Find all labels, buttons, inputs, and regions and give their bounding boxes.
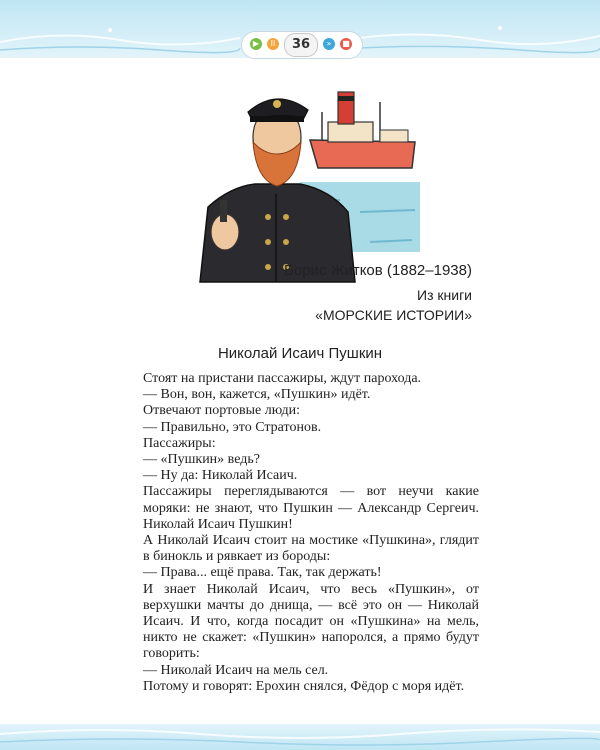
paragraph: — Права... ещё права. Так, так держать!: [143, 565, 382, 581]
author-name: Борис Житков (1882–1938): [284, 262, 472, 279]
story-title: Николай Исаич Пушкин: [217, 345, 383, 362]
story-text: [143, 371, 479, 695]
book-source-label: Из книги: [417, 287, 472, 303]
ship-icon: [310, 92, 415, 168]
paragraph: — Николай Исаич на мель сел.: [143, 662, 329, 678]
pause-icon[interactable]: II: [267, 38, 279, 50]
paragraph: Стоят на пристани пассажиры, ждут парохода.: [143, 371, 422, 386]
paragraph: — «Пушкин» ведь?: [143, 452, 260, 468]
paragraph: Пассажиры переглядываются — вот неучи какие моряки: не знают, что Пушкин — Александр Сергеич. Николай Исаич Пушкин!: [143, 484, 479, 532]
paragraph: — Вон, вон, кажется, «Пушкин» идёт.: [143, 387, 371, 403]
stop-icon[interactable]: ■: [340, 38, 352, 50]
paragraph: — Ну да: Николай Исаич.: [143, 468, 298, 484]
paragraph: А Николай Исаич стоит на мостике «Пушкина», глядит в бинокль и рявкает из бороды:: [143, 533, 479, 565]
wave-ornament-bottom: [0, 724, 600, 750]
paragraph: — Правильно, это Стратонов.: [143, 419, 322, 435]
book-title: «МОРСКИЕ ИСТОРИИ»: [315, 307, 472, 323]
book-source: [315, 285, 472, 325]
paragraph: Потому и говорят: Ерохин снялся, Фёдор с моря идёт.: [143, 678, 465, 694]
paragraph: Отвечают портовые люди:: [143, 403, 300, 419]
paragraph: И знает Николай Исаич, что весь «Пушкин», от верхушки мачты до днища, — всё это он — Николай Исаич. И что, когда посадит он «Пушкина» на мель, никто не скажет: «Пушкин» напоролся, а прямо будут говорить:: [143, 581, 479, 662]
play-icon[interactable]: ▶: [250, 38, 262, 50]
forward-icon[interactable]: »: [323, 38, 335, 50]
page-header-band: [0, 0, 600, 58]
page-footer-band: [0, 724, 600, 750]
paragraph: Пассажиры:: [143, 435, 216, 451]
page-number: 36: [284, 33, 318, 57]
